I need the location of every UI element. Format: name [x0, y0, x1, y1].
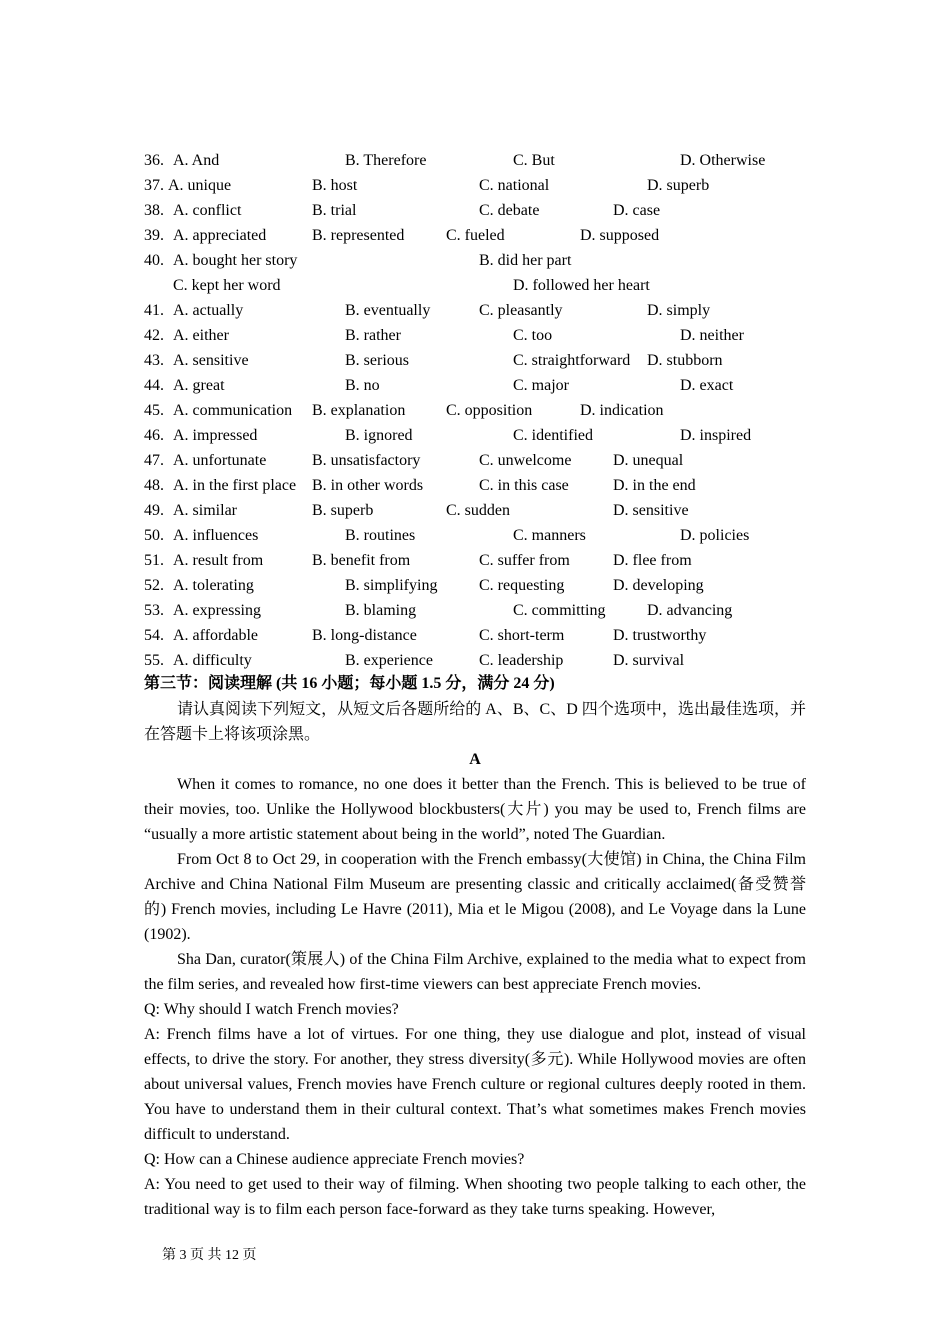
option-c: C. in this case [479, 477, 569, 494]
option-c: C. requesting [479, 577, 565, 594]
option-d: D. case [613, 202, 661, 219]
option-d: D. exact [680, 377, 734, 394]
question-number: 54. [144, 627, 164, 644]
option-a: A. similar [173, 502, 237, 519]
option-b: B. eventually [345, 302, 431, 319]
option-d: D. superb [647, 177, 710, 194]
option-d: D. inspired [680, 427, 752, 444]
option-d: D. indication [580, 402, 664, 419]
option-b: B. long-distance [312, 627, 417, 644]
option-b: B. in other words [312, 477, 424, 494]
question-number: 43. [144, 352, 164, 369]
question-number: 51. [144, 552, 164, 569]
option-b: B. did her part [479, 252, 572, 269]
option-a: A. And [173, 152, 220, 169]
option-c: C. suffer from [479, 552, 570, 569]
option-c: C. unwelcome [479, 452, 572, 469]
option-b: B. experience [345, 652, 433, 669]
passage-paragraph: Sha Dan, curator(策展人) of the China Film Archive, explained to the media what to expect from the film series, and revealed how first-time viewers can best appreciate French movies. [144, 951, 806, 993]
option-a: A. tolerating [173, 577, 254, 594]
option-b: B. ignored [345, 427, 413, 444]
passage-paragraph: When it comes to romance, no one does it better than the French. This is believed to be true of their movies, too. Unlike the Hollywood blockbusters(大片) you may be used to, French films are “usually a more artistic statement about being in the world”, noted The Guardian. [144, 776, 806, 843]
option-d: D. stubborn [647, 352, 723, 369]
question-number: 44. [144, 377, 164, 394]
question-number: 52. [144, 577, 164, 594]
question-number: 53. [144, 602, 164, 619]
option-c: C. national [479, 177, 550, 194]
option-d: D. supposed [580, 227, 660, 244]
question-number: 38. [144, 202, 164, 219]
question-number: 36. [144, 152, 164, 169]
question-number: 39. [144, 227, 164, 244]
section-instruction: 请认真阅读下列短文，从短文后各题所给的 A、B、C、D 四个选项中，选出最佳选项，并在答题卡上将该项涂黑。 [144, 701, 806, 743]
question-number: 45. [144, 402, 164, 419]
option-b: B. simplifying [345, 577, 438, 594]
option-a: A. impressed [173, 427, 258, 444]
passage-paragraph: From Oct 8 to Oct 29, in cooperation with the French embassy(大使馆) in China, the China Film Archive and China National Film Museum are presenting classic and critically acclaimed(备受赞誉的) French movies, including Le Havre (2011), Mia et le Migou (2008), and Le Voyage dans la Lune (1902). [144, 851, 806, 943]
question-number: 46. [144, 427, 164, 444]
question-number: 55. [144, 652, 164, 669]
question-number: 40. [144, 252, 164, 269]
option-b: B. no [345, 377, 380, 394]
option-b: B. Therefore [345, 152, 427, 169]
option-c: C. pleasantly [479, 302, 563, 319]
option-d: D. sensitive [613, 502, 689, 519]
option-c: C. straightforward [513, 352, 631, 369]
option-a: A. great [173, 377, 225, 394]
question-number: 37. [144, 177, 164, 194]
option-c: C. opposition [446, 402, 533, 419]
question-number: 50. [144, 527, 164, 544]
question-number: 42. [144, 327, 164, 344]
option-c: C. too [513, 327, 553, 344]
option-b: B. host [312, 177, 358, 194]
option-d: D. advancing [647, 602, 733, 619]
option-c: C. sudden [446, 502, 510, 519]
option-c: C. major [513, 377, 569, 394]
option-a: A. expressing [173, 602, 261, 619]
option-b: B. rather [345, 327, 401, 344]
option-b: B. superb [312, 502, 374, 519]
option-a: A. result from [173, 552, 264, 569]
option-d: D. developing [613, 577, 704, 594]
option-a: A. actually [173, 302, 244, 319]
option-a: A. appreciated [173, 227, 267, 244]
option-b: B. represented [312, 227, 405, 244]
option-d: D. unequal [613, 452, 684, 469]
option-c: C. fueled [446, 227, 505, 244]
option-c: C. identified [513, 427, 593, 444]
option-a: A. sensitive [173, 352, 249, 369]
option-d: D. survival [613, 652, 685, 669]
option-c: C. manners [513, 527, 586, 544]
option-a: A. conflict [173, 202, 242, 219]
option-d: D. policies [680, 527, 750, 544]
option-a: A. either [173, 327, 229, 344]
option-b: B. serious [345, 352, 409, 369]
option-b: B. routines [345, 527, 416, 544]
option-b: B. unsatisfactory [312, 452, 421, 469]
question-number: 48. [144, 477, 164, 494]
option-c: C. But [513, 152, 555, 169]
option-a: A. in the first place [173, 477, 297, 494]
interview-answer: A: French films have a lot of virtues. For one thing, they use dialogue and plot, instead of visual effects, to drive the story. For another, they stress diversity(多元). While Hollywood movies are often about universal values, French movies have French culture or regional cultures deeply rooted in them. You have to understand them in their cultural context. That’s what sometimes makes French movies difficult to understand. [144, 1026, 806, 1143]
passage-label: A [469, 751, 481, 768]
option-c: C. committing [513, 602, 606, 619]
option-d: D. in the end [613, 477, 696, 494]
section-heading: 第三节：阅读理解 (共 16 小题；每小题 1.5 分，满分 24 分) [144, 675, 555, 692]
option-c: C. kept her word [173, 277, 281, 294]
option-c: C. short-term [479, 627, 565, 644]
interview-answer: A: You need to get used to their way of filming. When shooting two people talking to each other, the traditional way is to film each person face-forward as they take turns speaking. However, [144, 1176, 806, 1218]
option-b: B. trial [312, 202, 357, 219]
interview-question: Q: Why should I watch French movies? [144, 1001, 399, 1018]
question-number: 41. [144, 302, 164, 319]
option-b: B. blaming [345, 602, 417, 619]
option-d: D. neither [680, 327, 744, 344]
page-number: 第 3 页 共 12 页 [162, 1248, 257, 1263]
option-a: A. unique [168, 177, 232, 194]
option-c: C. debate [479, 202, 540, 219]
question-number: 47. [144, 452, 164, 469]
option-d: D. Otherwise [680, 152, 766, 169]
option-a: A. communication [173, 402, 293, 419]
option-c: C. leadership [479, 652, 564, 669]
option-a: A. difficulty [173, 652, 252, 669]
option-a: A. influences [173, 527, 259, 544]
option-b: B. explanation [312, 402, 406, 419]
option-a: A. affordable [173, 627, 258, 644]
reading-passage [144, 697, 806, 1222]
option-d: D. followed her heart [513, 277, 650, 294]
option-a: A. unfortunate [173, 452, 267, 469]
option-b: B. benefit from [312, 552, 411, 569]
option-a: A. bought her story [173, 252, 298, 269]
interview-question: Q: How can a Chinese audience appreciate French movies? [144, 1151, 525, 1168]
option-d: D. flee from [613, 552, 692, 569]
question-number: 49. [144, 502, 164, 519]
option-d: D. trustworthy [613, 627, 707, 644]
option-d: D. simply [647, 302, 711, 319]
